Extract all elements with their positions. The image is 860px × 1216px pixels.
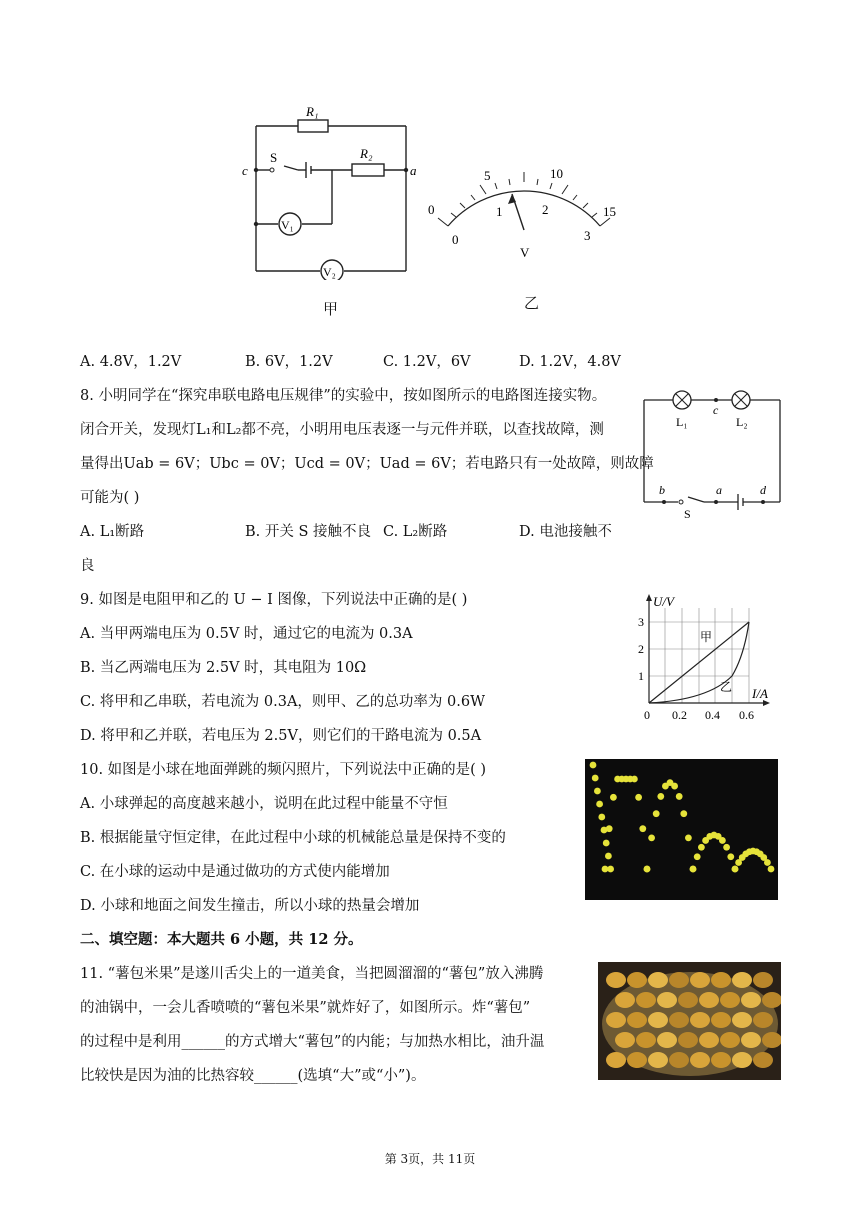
fried-ball <box>669 972 689 988</box>
fried-ball <box>669 1012 689 1028</box>
meter-bottom-tick-0: 0 <box>452 232 459 247</box>
ball-dot <box>680 810 687 817</box>
q8-label-l1: L₁ <box>676 415 688 429</box>
q8-line-2: 闭合开关，发现灯L₁和L₂都不亮，小明用电压表逐一与元件并联，以查找故障，测 <box>80 422 604 438</box>
fried-ball <box>606 972 626 988</box>
ball-dot <box>685 834 692 841</box>
page-footer: 第 3页，共 11页 <box>384 1152 476 1166</box>
ball-dot <box>768 866 775 873</box>
meter-top-tick-5: 5 <box>484 168 491 183</box>
graph-x-tick-0: 0 <box>644 708 650 722</box>
fried-ball <box>606 1012 626 1028</box>
fried-shubao-photo <box>598 962 781 1080</box>
fried-ball <box>657 1032 677 1048</box>
q8-option-a: A. L₁断路 <box>80 524 145 540</box>
graph-y-label: U/V <box>653 594 674 609</box>
ball-dot <box>596 801 603 808</box>
q8-label-b: b <box>659 483 665 497</box>
q8-label-c: c <box>713 403 719 417</box>
ball-dot <box>605 853 612 860</box>
q9-option-d: D. 将甲和乙并联，若电压为 2.5V，则它们的干路电流为 0.5A <box>80 728 482 744</box>
fried-ball <box>615 1032 635 1048</box>
fried-ball <box>678 992 698 1008</box>
q8-label-d: d <box>760 483 766 497</box>
fried-ball <box>690 1012 710 1028</box>
label-s: S <box>270 150 278 165</box>
meter-top-tick-10: 10 <box>550 166 563 181</box>
q10-option-b: B. 根据能量守恒定律，在此过程中小球的机械能总量是保持不变的 <box>80 830 506 846</box>
fried-ball <box>741 1032 761 1048</box>
ball-dot <box>610 794 617 801</box>
label-a: a <box>410 163 417 178</box>
ball-dot <box>631 776 638 783</box>
graph-y-tick-3: 3 <box>638 615 644 629</box>
ball-dot <box>719 837 726 844</box>
q8-option-c: C. L₂断路 <box>383 524 448 540</box>
fried-ball <box>648 1052 668 1068</box>
graph-y-tick-2: 2 <box>638 642 644 656</box>
ball-dot <box>648 834 655 841</box>
q10-option-d: D. 小球和地面之间发生撞击，所以小球的热量会增加 <box>80 898 420 914</box>
q9-ui-graph <box>628 588 778 728</box>
label-v2: V₂ <box>323 265 336 279</box>
ball-dot <box>671 783 678 790</box>
fried-ball <box>732 972 752 988</box>
q8-line-1: 8. 小明同学在“探究串联电路电压规律”的实验中，按如图所示的电路图连接实物。 <box>80 388 607 404</box>
q8-circuit-diagram <box>640 384 785 519</box>
q11-line-4: 比较快是因为油的比热容较______(选填“大”或“小”)。 <box>80 1068 426 1084</box>
ball-dot <box>590 762 597 769</box>
fried-ball <box>753 972 773 988</box>
ball-dot <box>727 853 734 860</box>
ball-dot <box>657 793 664 800</box>
q7-option-c: C. 1.2V，6V <box>383 354 471 370</box>
fried-ball <box>627 1052 647 1068</box>
q11-line-1: 11. “薯包米果”是遂川舌尖上的一道美食，当把圆溜溜的“薯包”放入沸腾 <box>80 966 544 982</box>
fried-ball <box>711 1012 731 1028</box>
graph-x-label: I/A <box>752 686 768 701</box>
q8-label-l2: L₂ <box>736 415 748 429</box>
fried-ball <box>720 1032 740 1048</box>
q8-option-d: D. 电池接触不 <box>519 524 612 540</box>
fried-ball <box>627 972 647 988</box>
fried-ball <box>753 1052 773 1068</box>
fried-ball <box>648 1012 668 1028</box>
ball-dot <box>690 866 697 873</box>
circuit-diagram-jia <box>240 100 420 280</box>
caption-yi: 乙 <box>524 294 540 312</box>
bouncing-ball-photo <box>585 759 778 900</box>
fried-ball <box>636 992 656 1008</box>
ball-dot <box>603 840 610 847</box>
meter-top-tick-0: 0 <box>428 202 435 217</box>
graph-x-tick-0-2: 0.2 <box>672 708 687 722</box>
ball-dot <box>639 825 646 832</box>
q10-stem: 10. 如图是小球在地面弹跳的频闪照片，下列说法中正确的是( ) <box>80 762 487 778</box>
graph-x-tick-0-6: 0.6 <box>739 708 754 722</box>
fried-ball <box>732 1052 752 1068</box>
q10-option-c: C. 在小球的运动中是通过做功的方式使内能增加 <box>80 864 390 880</box>
ball-dot <box>598 814 605 821</box>
graph-x-tick-0-4: 0.4 <box>705 708 720 722</box>
fried-ball <box>690 972 710 988</box>
meter-bottom-tick-2: 2 <box>542 202 549 217</box>
q8-line-4: 可能为( ) <box>80 490 140 506</box>
fried-ball <box>615 992 635 1008</box>
meter-unit: V <box>520 245 530 260</box>
ball-dot <box>653 810 660 817</box>
fried-ball <box>711 972 731 988</box>
label-v1: V₁ <box>281 218 294 232</box>
graph-label-yi: 乙 <box>720 680 733 694</box>
fried-ball <box>636 1032 656 1048</box>
caption-jia: 甲 <box>323 300 339 318</box>
fried-ball <box>648 972 668 988</box>
q9-option-a: A. 当甲两端电压为 0.5V 时，通过它的电流为 0.3A <box>80 626 413 642</box>
q7-option-b: B. 6V，1.2V <box>245 354 333 370</box>
q10-option-a: A. 小球弹起的高度越来越小，说明在此过程中能量不守恒 <box>80 796 448 812</box>
q7-option-a: A. 4.8V，1.2V <box>80 354 182 370</box>
fried-ball <box>627 1012 647 1028</box>
meter-bottom-tick-1: 1 <box>496 204 503 219</box>
fried-ball <box>678 1032 698 1048</box>
ball-dot <box>723 844 730 851</box>
fried-ball <box>699 992 719 1008</box>
graph-y-tick-1: 1 <box>638 669 644 683</box>
q8-label-a: a <box>716 483 722 497</box>
ball-dot <box>698 844 705 851</box>
ball-dot <box>694 853 701 860</box>
q9-option-c: C. 将甲和乙串联，若电流为 0.3A，则甲、乙的总功率为 0.6W <box>80 694 486 710</box>
q8-line-3: 量得出Uab = 6V；Ubc = 0V；Ucd = 0V；Uad = 6V；若电路只有一处故障，则故障 <box>80 456 654 472</box>
ball-dot <box>592 775 599 782</box>
q9-stem: 9. 如图是电阻甲和乙的 U − I 图像，下列说法中正确的是( ) <box>80 592 468 608</box>
graph-label-jia: 甲 <box>700 630 713 644</box>
ball-dot <box>594 788 601 795</box>
ball-dot <box>732 866 739 873</box>
q11-line-3: 的过程中是利用______的方式增大“薯包”的内能；与加热水相比，油升温 <box>80 1034 545 1050</box>
fried-ball <box>657 992 677 1008</box>
q8-option-d-continued: 良 <box>80 558 95 574</box>
ball-dot <box>602 866 609 873</box>
meter-top-tick-15: 15 <box>603 204 616 219</box>
fried-ball <box>606 1052 626 1068</box>
voltmeter-dial-yi <box>420 160 630 260</box>
q11-line-2: 的油锅中，一会儿香喷喷的“薯包米果”就炸好了，如图所示。炸“薯包” <box>80 1000 531 1016</box>
section-heading-fill-in: 二、填空题：本大题共 6 小题，共 12 分。 <box>80 931 363 948</box>
q8-option-b: B. 开关 S 接触不良 <box>245 524 372 540</box>
fried-ball <box>690 1052 710 1068</box>
label-r2: R₂ <box>360 146 373 161</box>
ball-dot <box>764 859 771 866</box>
fried-ball <box>741 992 761 1008</box>
ball-dot <box>635 794 642 801</box>
fried-ball <box>753 1012 773 1028</box>
q9-option-b: B. 当乙两端电压为 2.5V 时，其电阻为 10Ω <box>80 660 367 676</box>
fried-ball <box>711 1052 731 1068</box>
fried-ball <box>720 992 740 1008</box>
meter-bottom-tick-3: 3 <box>584 228 591 243</box>
fried-ball <box>669 1052 689 1068</box>
label-c: c <box>242 163 248 178</box>
ball-dot <box>606 825 613 832</box>
q8-label-s: S <box>684 507 691 519</box>
q7-option-d: D. 1.2V，4.8V <box>519 354 621 370</box>
label-r1: R₁ <box>306 104 319 119</box>
ball-dot <box>676 793 683 800</box>
fried-ball <box>699 1032 719 1048</box>
ball-dot <box>644 866 651 873</box>
fried-ball <box>732 1012 752 1028</box>
